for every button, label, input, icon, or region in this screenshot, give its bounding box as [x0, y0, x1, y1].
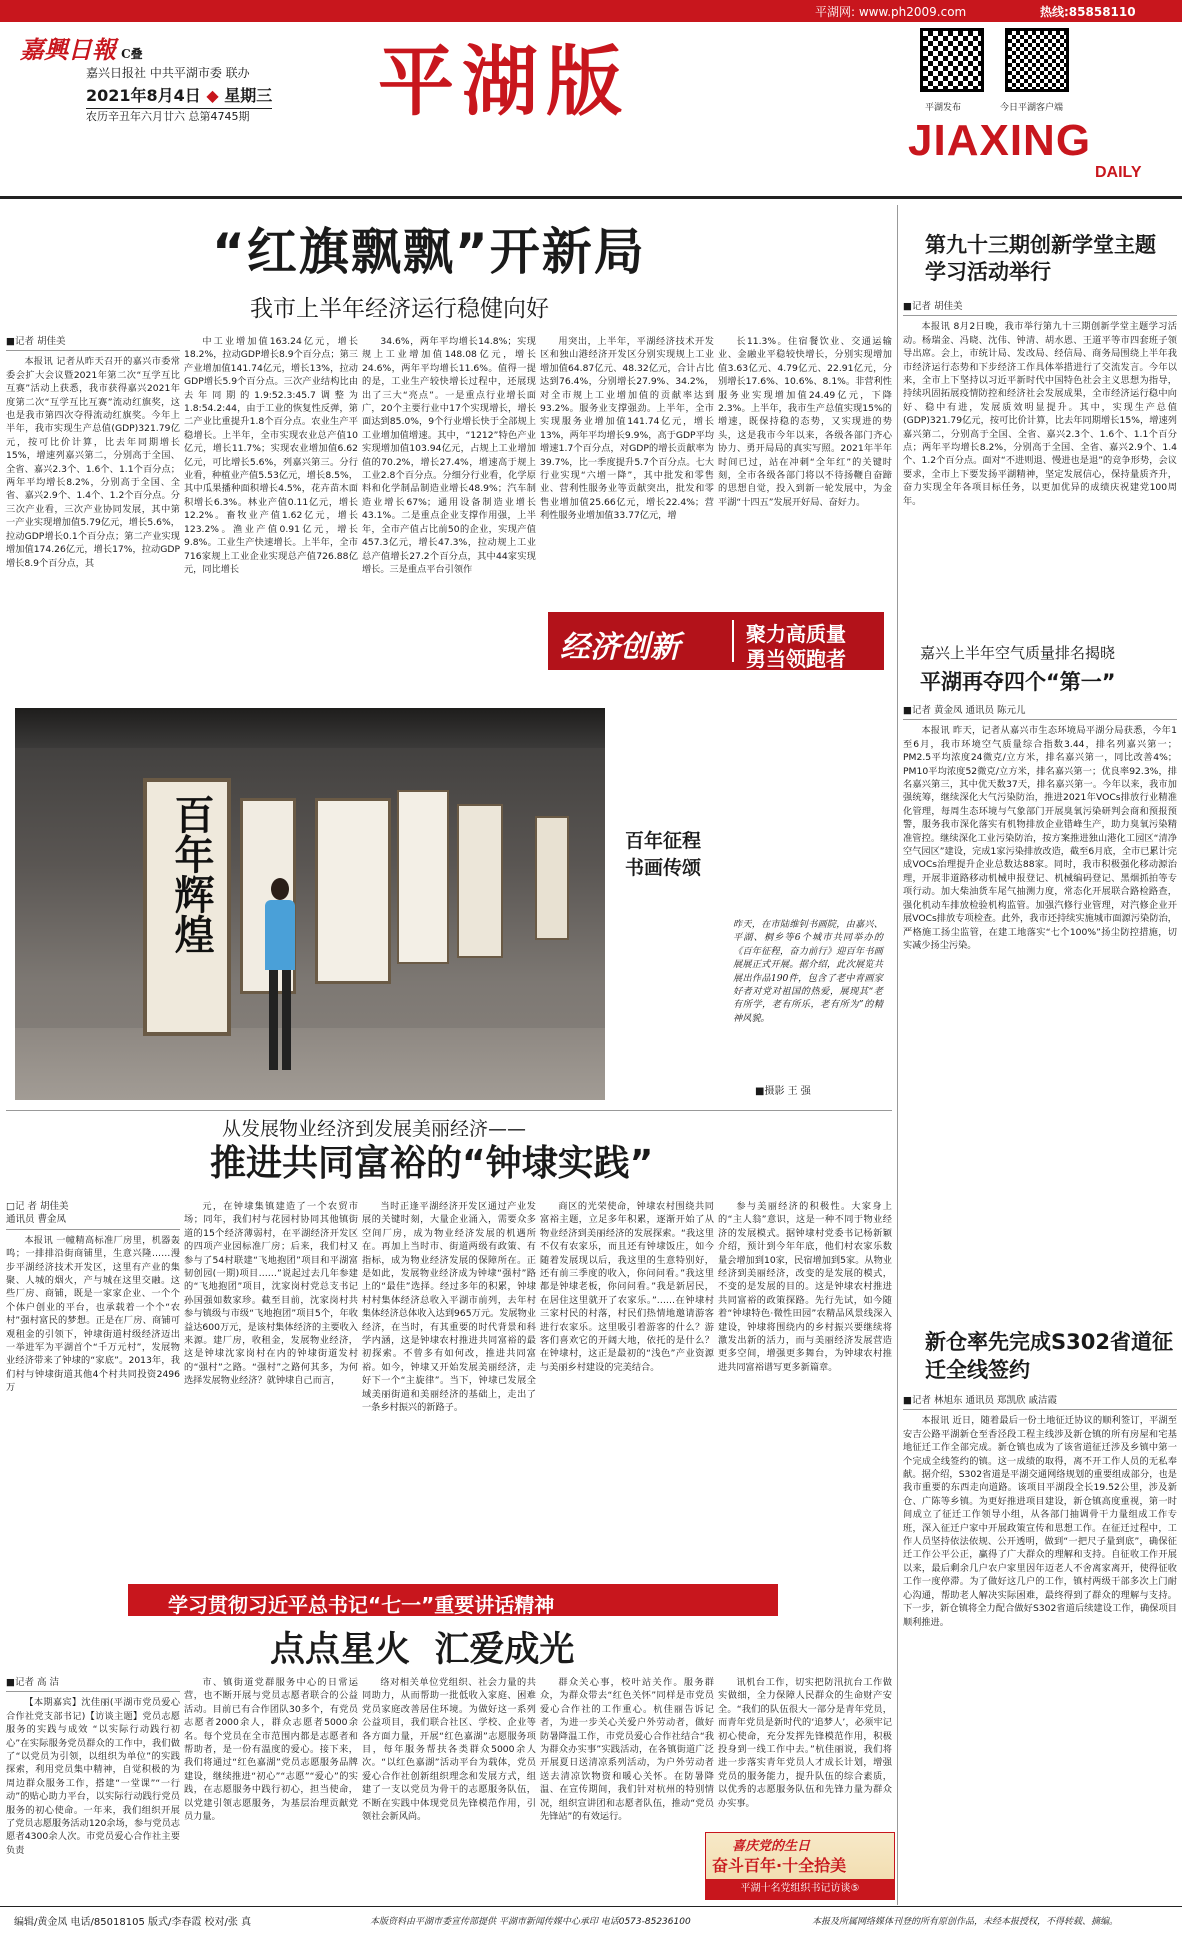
article2-col-4: [540, 1200, 714, 1580]
calligraphy-scroll: [143, 778, 231, 1036]
sidebar-art3-title: 新仓率先完成S302省道征迁全线签约: [925, 1330, 1173, 1382]
lead-col-5: [718, 335, 892, 603]
feature-col-2-text: 市、镇街道党群服务中心的日常运营，也不断开展与党员志愿者联合的公益活动。目前已有合作团队30多个，有党员志愿者2000余人，群众志愿者5000余名。每个党员在全市范围内都是志愿者和帮助者，是一份有温度的爱心。接下来，我们将通过“红色嘉湖”党员志愿服务品牌建设，继续推进“初心”“志愿”“爱心”的实践，在志愿服务中践行初心，担当使命，以党建引领志愿服务，为基层治理贡献党员力量。: [184, 1677, 358, 1823]
top-strip: [0, 0, 1182, 22]
sidebar-art3: [903, 1394, 1177, 1898]
footer-copyright: 本报及所属网络媒体刊登的所有原创作品，未经本报授权，不得转载、摘编。: [812, 1917, 1119, 1927]
sidebar-art2: [903, 704, 1177, 1294]
badge-right-2: 勇当领跑者: [746, 647, 846, 671]
edition-mark: C叠: [121, 47, 143, 61]
sidebar-art1-byline: ■记者 胡佳美: [903, 300, 1177, 316]
qr-code-2[interactable]: [1005, 28, 1069, 92]
ad-text: 喜庆党的生日: [732, 1839, 811, 1854]
qr-code-1[interactable]: [920, 28, 984, 92]
article2-col-3-text: 当时正逢平湖经济开发区通过产业发展的关键时刻，大量企业涌入，需要众多空间厂房，成为物业经济发展的机遇所在。再加上当时市、街道两级有政策、有指标，成为物业经济发展的保障所在。正是如此，发展物业经济成为钟埭“强村”路上的“最佳”选择。经过多年的积累，钟埭村村集体经济总收入平湖市前列，去年村集体经济总体收入达到965万元。发展物业经济，在当时，有其重要的时代背景和科学内涵，这是钟埭农村推进共同富裕的最初探索。不曾多有如何改，推进共同富裕。如今，钟埭又开始发展美丽经济，走好下一个“主旋律”。当下，钟埭已发展全域美丽街道和美丽经济的基础上，走出了一条乡村振兴的新路子。: [362, 1201, 536, 1414]
caption-box: [605, 708, 885, 1100]
article2-col-2-text: 元，在钟埭集镇建造了一个农贸市场；同年，我们村与花园村协同其他镇街道的15个经济薄弱村，在平湖经济开发区的四项产业园标准厂房；后来，我们村又参与了54村联建“飞地抱团”项目和平湖富韧创园(一期)项目……”说起过去几年参建的“飞地抱团”项目，沈家岗村党总支书记孙国强如数家珍。截至目前，沈家岗村共参与镇级与市级“飞地抱团”项目5个，年收益达600万元，是该村集体经济的主要收入来源。建厂房，收租金，发展物业经济，这是钟埭沈家岗村在内的钟埭街道发村的“强村”之路。“强村”之路何其多，为何选择发展物业经济？就钟埭自己而言，: [184, 1201, 358, 1387]
sidebar-art2-kicker: 嘉兴上半年空气质量排名揭晓: [920, 644, 1116, 662]
article2-byline: □记 者 胡佳美 通讯员 曹金凤: [6, 1200, 180, 1230]
sidebar-art2-byline: ■记者 黄金凤 通讯员 陈元儿: [903, 704, 1177, 720]
hotline: 热线:85858110: [1040, 5, 1136, 19]
lead-title: “红旗飘飘”开新局: [212, 223, 646, 281]
feature-col-4-text: 群众关心事，校叶站关作。服务群众，为群众带去“红色关怀”同样是市党员爱心合作社的工作重心。杭佳丽告诉记者，为进一步关心关爱户外劳动者，做好防暑降温工作，市党员爱心合作社结合“我为群众办实事”实践活动，在各镇街道广泛开展夏日送清凉系列活动，为户外劳动者送去清凉饮物资和暖心关怀。在防暑降温、在宣传期间，我们针对杭州的特别情况，组织宣讲团和志愿者队伍，推动“党员先锋站”的有效运行。: [540, 1677, 714, 1823]
date-text: 2021年8月4日: [86, 86, 201, 105]
article2-col-2: [184, 1200, 358, 1580]
lead-byline: ■记者 胡佳美: [6, 335, 180, 351]
lead-col-1-text: 本报讯 记者从昨天召开的嘉兴市委常委会扩大会议暨2021年第二次“互学互比互赛”活动上获悉，我市获得嘉兴2021年度第二次“互学互比互赛”流动红旗奖，这也是我市第四次夺得流动红旗奖。今年上半年，我市实现生产总值(GDP)321.79亿元，按可比价计算，比去年同期增长15%，增速列嘉兴第二，分别高于全国、全省、嘉兴2.3个、1.6个、1.1个百分点；两年平均增长8.2%，分别高于全国、全省、嘉兴2.9个、1.4个、1.2个百分点。分三次产业看，三次产业协同发展，其中第一产业实现增加值5.79亿元，增长5.6%，拉动GDP增长0.1个百分点；第二产业实现增加值174.26亿元，增长17%，拉动GDP增长8.9个百分点，其: [6, 356, 180, 569]
edition-title: 平湖版: [378, 37, 630, 126]
feature-ad: [705, 1832, 895, 1900]
article2-col-1: [6, 1200, 180, 1580]
weekday-text: 星期三: [224, 86, 273, 105]
lead-col-4-text: 用突出，上半年，平湖经济技术开发区和独山港经济开发区分别实现规上工业增加值64.87亿元、48.32亿元，合计占比达到76.4%，分别增长27.9%、34.2%，对全市规上工业增加值的贡献率达到93.2%。服务业支撑强劲。上半年，全市实现服务业增加值141.74亿元，增长13%，两年平均增长9.9%，高于GDP平均增速1.7个百分点，对GDP的增长贡献率为39.7%，比一季度提升5.7个百分点。七大行业实现“六增一降”，其中批发和零售业、营利性服务业等贡献突出，批发和零售业增加值25.66亿元，增长22.4%；营利性服务业增加值33.77亿元，增: [540, 336, 714, 522]
caption-text: 昨天，在市陆维钊书画院，由嘉兴、平湖、桐乡等6个城市共同举办的《百年征程，奋力前行》迎百年书画展展正式开展。据介绍，此次展览共展出作品190件，包含了老中青画家好者对党对祖国的热爱，展现其“老有所学，老有所乐，老有所为”的精神风貌。: [733, 919, 883, 1024]
qr2-label: 今日平湖客户端: [1000, 103, 1064, 113]
feature-col-5: [718, 1676, 892, 1826]
feature-title: 点点星火 汇爱成光: [270, 1630, 575, 1670]
feature-byline: ■记者 高 洁: [6, 1676, 180, 1692]
badge-right-1: 聚力高质量: [746, 622, 846, 646]
feature-banner-text: 学习贯彻习近平总书记“七一”重要讲话精神: [168, 1593, 555, 1617]
feature-banner: [128, 1584, 778, 1616]
lead-col-4: [540, 335, 714, 603]
exhibition-photo: [15, 708, 885, 1100]
qr1-label: 平湖发布: [925, 103, 962, 113]
paper-name: 嘉興日報: [20, 35, 116, 64]
brand-en-sub: DAILY: [1095, 164, 1142, 181]
feature-col-5-text: 讯机台工作，切实把防汛抗台工作做实做细，全力保障人民群众的生命财产安全。“我们的队伍很大一部分是青年党员，而青年党员是新时代的‘追梦人’，必须牢记初心使命，充分发挥先锋模范作用，积极投身到一线工作中去。”杭佳丽说，我们将进一步落实青年党员人才成长计划，增强党员的服务能力，提升队伍的综合素质，以优秀的志愿服务队伍和先锋力量为群众办实事。: [718, 1677, 892, 1809]
sidebar-art2-text: 本报讯 昨天，记者从嘉兴市生态环境局平湖分局获悉，今年1至6月，我市环境空气质量综合指数3.44，排名列嘉兴第一；PM2.5平均浓度24微克/立方米，排名嘉兴第一，同比改善4%；PM10平均浓度52微克/立方米，排名嘉兴第一；优良率92.3%，排名嘉兴第三，其中优天数37天，排名嘉兴第一。今年以来，我市加强统筹，继续深化大气污染防治，推进2021年VOCs排放行业精准化管理，每周生态环境与气象部门开展臭氧污染研判会商和预报预警，服务我市深化落实有机物排放企业错峰生产，助力臭氧污染精准管控。继续深化工业污染防治，按方案推进独山港化工园区“清净空气园区”建设，完成1家污染排放改造，截至6月底，全市已累计完成VOCs治理提升企业总数达88家。同时，我市积极强化移动源治理，开展非道路移动机械申报登记、机械编码登记、黑烟抓拍等专项行动。加大柴油货车尾气抽测力度，常态化开展联合路检路查，强化机动车排放检验机构监管。加强汽修行业管理，对汽修企业开展VOCs排放专项检查。此外，我市还持续实施城市面源污染防治，严格施工扬尘监管，在建工地落实“七个100%”扬尘防控措施，切实减少扬尘污染。: [903, 725, 1177, 951]
feature-col-1: [6, 1676, 180, 1898]
feature-col-2: [184, 1676, 358, 1898]
feature-col-1-text: 【本期嘉宾】沈佳丽(平湖市党员爱心合作社党支部书记)【访谈主题】党员志愿服务的实践与成效 “以实际行动践行初心”在实际服务党员群众的工作中，我们做了“以党员为引领，以组织为单位”的实践探索，利用党员集中精神，自觉积极的为周边群众服务工作，搭建“一堂课”“一行动”的贴心助力平台，以实际行动践行党员服务的初心使命。一年来，我们组织开展了党员志愿服务活动120余场，参与党员志愿者4300余人次。市党员爱心合作社主要负责: [6, 1697, 180, 1856]
lead-col-5-text: 长11.3%。住宿餐饮业、交通运输业、金融业平稳较快增长，分别实现增加值3.63亿元、4.79亿元、22.91亿元，分别增长17.6%、10.6%、8.1%。非营利性服务业实现增加值24.49亿元，下降2.3%。上半年，我市生产总值实现15%的增速，既保持稳的态势，又实现进的势头，这是我市今年以来，各级各部门齐心协力、勇开局局的真实写照。2021年半年时间已过，站在冲刺“全年红”的关键时刻，全市各级各部门将以不待扬鞭自奋蹄的思想自觉，投入到新一轮发展中，为金平湖“十四五”发展开好局、奋好力。: [718, 336, 892, 508]
sidebar-divider: [897, 205, 898, 1905]
lead-col-2: [184, 335, 358, 675]
brand-en: JIAXING: [908, 116, 1092, 165]
ad-sub: 平湖十名党组织书记访谈⑤: [706, 1879, 894, 1899]
article2-col-3: [362, 1200, 536, 1580]
sidebar-art1-text: 本报讯 8月2日晚，我市举行第九十三期创新学堂主题学习活动。杨瑞金、冯晓、沈伟、钟清、胡水恩、王道平等市四套班子领导出席。会上，市统计局、发改局、经信局、商务局围绕上半年我市经济运行态势和下步经济工作具体举措进行了交流发言。今年以来，全市上下坚持以习近平新时代中国特色社会主义思想为指导，持续巩固拓展疫情防控和经济社会发展成果，全市经济运行稳中向好、稳中有进，发展质效明显提升。其中，实现生产总值(GDP)321.79亿元，按可比价计算，比去年同期增长15%，增速列嘉兴第二，分别高于全国、全省、嘉兴2.3个、1.6个、1.1个百分点；两年平均增长8.2%，分别高于全国、全省、嘉兴2.9个、1.4个、1.2个百分点。面对“不进则退、慢进也是退”的竞争形势，会议要求，全市上下要发扬平湖精神，坚定发展信心，保持量质齐升，奋力实现全年各项目标任务，以更加优异的成绩庆祝建党100周年。: [903, 321, 1177, 507]
publishers: 嘉兴日报社 中共平湖市委 联办: [86, 66, 250, 80]
article2-kicker: 从发展物业经济到发展美丽经济——: [222, 1118, 527, 1140]
scroll-4: [397, 790, 449, 964]
feature-col-4: [540, 1676, 714, 1898]
photo-credit: ■摄影 王 强: [755, 1086, 811, 1097]
footer-publisher: 本版资料由平湖市委宣传部提供 平湖市新闻传媒中心承印 电话0573-85236100: [370, 1917, 691, 1927]
caption-title-2: 书画传颂: [625, 857, 702, 879]
sidebar-art1: [903, 300, 1177, 618]
lead-col-1: [6, 335, 180, 675]
caption-title-1: 百年征程: [625, 830, 702, 852]
scroll-5: [457, 804, 503, 958]
lead-subtitle: 我市上半年经济运行稳健向好: [250, 296, 549, 322]
top-site-url[interactable]: 平湖网: www.ph2009.com: [815, 5, 967, 19]
paper-logo: [20, 30, 150, 64]
sidebar-art3-byline: ■记者 林旭东 通讯员 郑凯欣 戚洁霞: [903, 1394, 1177, 1410]
sidebar-art1-title: 第九十三期创新学堂主题学习活动举行: [925, 233, 1156, 284]
sidebar-art2-title: 平湖再夺四个“第一”: [920, 670, 1116, 694]
lead-col-3: [362, 335, 536, 675]
lead-col-3-text: 34.6%，两年平均增长14.8%；实现规上工业增加值148.08亿元，增长24.6%，两年平均增长11.6%。值得一提的是，工业生产较快增长过程中，还展现出了三大“亮点”。一是重点行业增长面广，20个主要行业中17个实现增长，增长面达到85.0%，9个行业增长快于全部规上工业增加值增速。其中，“1212”特色产业实现增加值103.94亿元，占规上工业增加值的70.2%，增长27.4%，增速高于规上工业2.8个百分点。分细分行业看，化学原料和化学制品制造业增长48.9%；汽车制造业增长67%；通用设备制造业增长43.1%。二是重点企业支撑作用强，上半年，全市产值占比前50的企业，实现产值457.3亿元，增长47.3%，拉动规上工业总产值增长27.2个百分点，其中44家实现增长。三是重点平台引领作: [362, 336, 536, 575]
article2-title: 推进共同富裕的“钟埭实践”: [210, 1143, 654, 1184]
economy-badge: [548, 612, 884, 670]
article2-col-1-text: 本报讯 一幢精高标准厂房里，机器轰鸣；一排排沿街商铺里，生意兴隆……漫步平湖经济技术开发区，这里有产业的集聚、人城的烟火，产与城在这里交融。这些厂房、商铺，既是一家家企业、一个个个体户创业的平台，也承载着一个个“农村”强村富民的梦想。正是在厂房、商铺可观租金的引领下，钟埭街道村级经济迈出一举进军为平湖首个“千万元村”，发展物业经济带来了钟埭的“家底”。2013年，我们村与钟埭街道其他4个村共同投资2496万: [6, 1234, 180, 1394]
badge-left: 经济创新: [560, 630, 680, 665]
scroll-3: [315, 798, 391, 984]
lunar-date: 农历辛丑年六月廿六 总第4745期: [86, 110, 250, 123]
sidebar-art3-text: 本报讯 近日，随着最后一份土地征迁协议的顺利签订，平湖至安吉公路平湖新仓至香泾段工程主线涉及新仓镇的所有房屋和宅基地征迁工作全部完成。新仓镇也成为了该省道征迁涉及乡镇中第一个完成全线签约的镇。这一成绩的取得，离不开工作人员的无私奉献。据介绍，S302省道是平湖交通网络规划的重要组成部分，也是我市重要的东西走向道路。该项目平湖段全长19.52公里，涉及新仓、广陈等乡镇。为更好推进项目建设，新仓镇高度重视，第一时间成立了征迁工作领导小组，从各部门抽调骨干力量组成工作专班，深入征迁户家中开展政策宣传和思想工作。在征迁过程中，工作人员坚持依法依规、公开透明，做到“一把尺子量到底”，确保征迁工作公平公正，赢得了广大群众的理解和支持。自征收工作开展以来，最后剩余几户农户家里因年迈老人不舍离家离开，使得征收工作一度停滞。为了做好这几户的工作，镇村两级干部多次上门耐心沟通，帮助老人解决实际困难，最终得到了群众的理解与支持。下一步，新仓镇将全力配合做好S302省道后续建设工作，确保项目顺利推进。: [903, 1415, 1177, 1628]
footer-rule: [0, 1906, 1182, 1907]
footer-credits: 编辑/黄金凤 电话/85018105 版式/李春霞 校对/张 真: [14, 1917, 252, 1928]
ad-title: 奋斗百年·十全拾美: [712, 1856, 847, 1875]
feature-col-3: [362, 1676, 536, 1898]
masthead-rule: [0, 196, 1182, 199]
lead-col-2-text: 中工业增加值163.24亿元，增长18.2%，拉动GDP增长8.9个百分点；第三产业增加值141.74亿元，增长13%，拉动GDP增长5.9个百分点。三次产业结构比由去年同期的1.9:52.3:45.7调整为1.8:54.2:44，由于工业的恢复性反弹，第二产业比重提升1.8个百分点。农业生产平稳增长。上半年，全市实现农业总产值10亿元，增长11.7%；实现农业增加值6.62亿元，可比增长5.6%，列嘉兴第三。分行业看，种植业产值5.53亿元，增长8.5%，其中瓜果播种面积增长4.5%，花卉苗木面积增长6.3%。林业产值0.11亿元，增长12.2%。畜牧业产值1.62亿元，增长123.2%。渔业产值0.91亿元，增长9.8%。工业生产快速增长。上半年，全市716家规上工业企业实现总产值726.88亿元，同比增长: [184, 336, 358, 575]
visitor-figure: [263, 878, 297, 1088]
feature-col-3-text: 络对相关单位党组织、社会力量的共同助力，从而帮助一批低收入家庭、困难党员家庭改善居住环境。为做好这一系列公益项目，我们联合社区、学校、企业等各方面力量，开展“红色嘉湖”志愿服务项目，每年服务帮扶各类群众5000余人次。“以红色嘉湖”活动平台为载体，党员爱心合作社创新组织理念和发展方式，组建了一支以党员为骨干的志愿服务队伍，不断在实践中体现党员先锋模范作用，引领社会新风尚。: [362, 1677, 536, 1823]
article2-col-5: [718, 1200, 892, 1580]
issue-date: 2021年8月4日 ◆ 星期三: [86, 83, 272, 109]
article2-col-4-text: 商区的光荣使命，钟埭农村围绕共同富裕主题，立足多年积累，逐渐开始了从物业经济到美丽经济的发展探索。“我这里不仅有农家乐，而且还有钟埭饭庄，如今随着发展现以后，我这里的生意特别好，还有前三季度的收入，你问问看。”我这里都是钟埭老板，你问问看。”我是新居民，在居住这里就开了农家乐。”……在钟埭村三家村民的村落，村民们热情地邀请游客进行农家乐。这里吸引着游客的什么？游客们喜欢它的开阔大地，依托的是什么？在钟埭村，这正是最初的“浅色”产业资源与美丽乡村建设的完美结合。: [540, 1201, 714, 1373]
article2-col-5-text: 参与美丽经济的积极性。大家身上的“主人翁”意识，这是一种不同于物业经济的发展模式。据钟埭村党委书记杨新颖介绍，预计到今年年底，他们村农家乐数量会增加到10家，民宿增加到5家。从物业经济到美丽经济，改变的是发展的模式，不变的是发展的目的。这是钟埭农村推进共同富裕的政策探路。先行先试，如今随着“钟埭特色·微性田园”农精品风景线深入建设，钟埭将围绕内的乡村振兴要继续将激发出新的活力，而与美丽经济发展营造更多空间，增强更多舞台，为钟埭农村推进共同富裕谱写更多新篇章。: [718, 1201, 892, 1373]
scroll-6: [535, 816, 569, 940]
calligraphy-text: 百年辉煌: [168, 794, 215, 954]
